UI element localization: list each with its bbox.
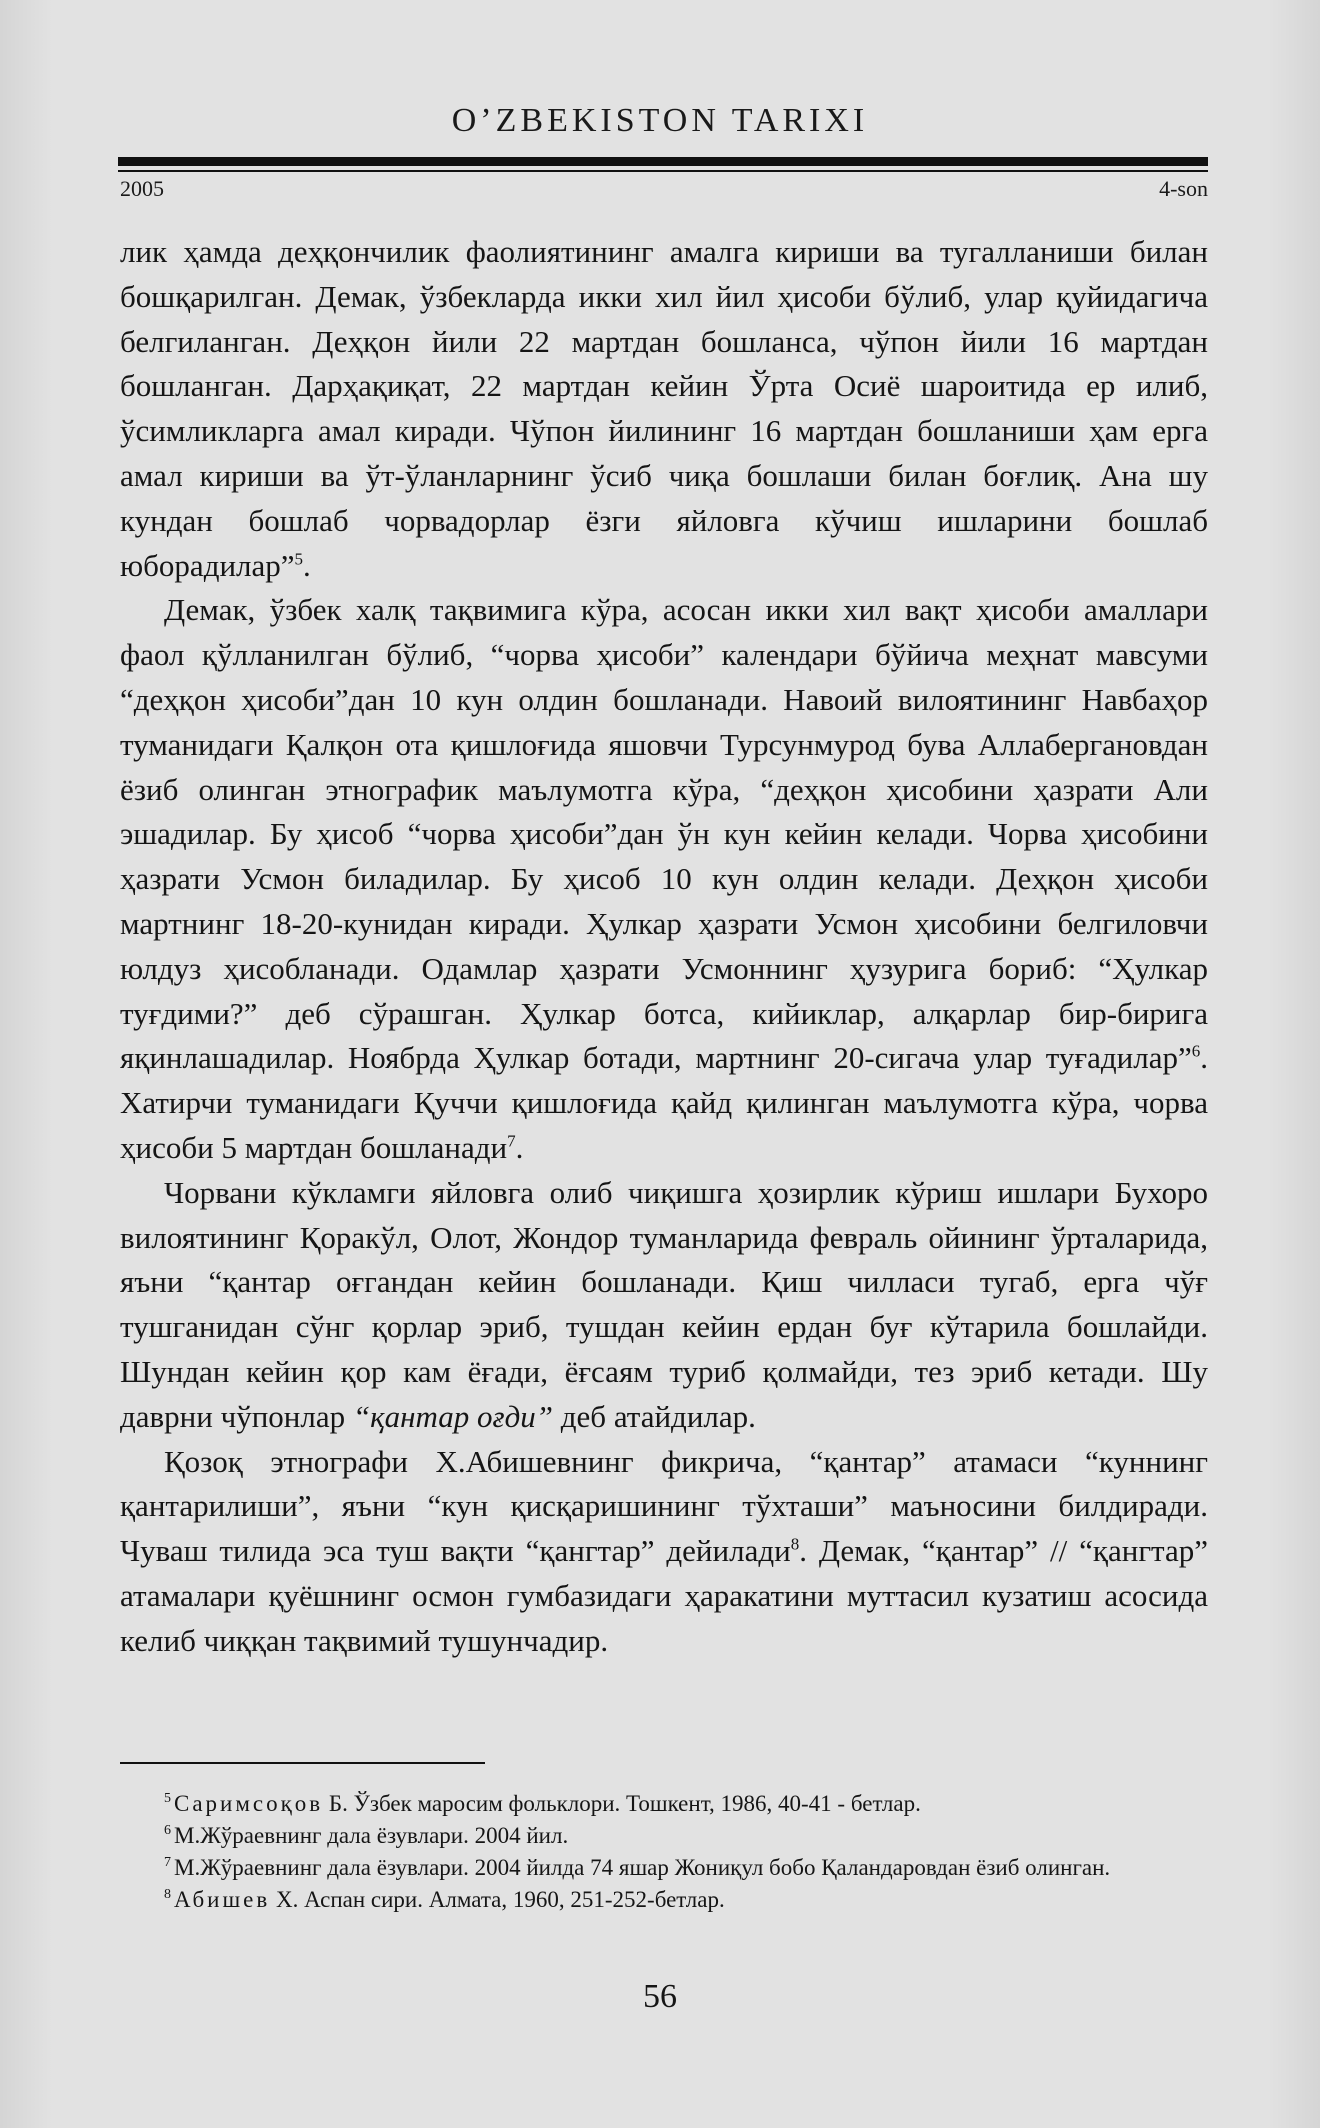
footnote-5: $^5$ Саримсоқов Б. Ўзбек маросим фольклори. Тошкент, 1986, 40-41 - бетлар. [164, 1791, 921, 1816]
italic-term: “қантар оғди” [352, 1398, 554, 1434]
footnote-ref-8[interactable]: 8 [790, 1534, 800, 1554]
footnote-separator [120, 1762, 485, 1764]
footnote-8: $^8$ Абишев Х. Аспан сири. Алмата, 1960, 251-252-бетлар. [164, 1887, 725, 1912]
header-rule-thin [118, 170, 1208, 172]
paragraph-4: Қозоқ этнографи Х.Абишевнинг фикрича, “қантар” атамаси “куннинг қантарилиши”, яъни “кун қисқаришининг тўхташи” маъносини билдиради. Чуваш тилида эса туш вақти “қангтар” дейилади$^8$. Демак, “қантар” // “қангтар” атамалари қуёшнинг осмон гумбазидаги ҳаракатини муттасил кузатиш асосида келиб чиққан тақвимий тушунчадир. [120, 1443, 1208, 1658]
article-body [120, 230, 1208, 1664]
footnote-ref-6[interactable]: 6 [1191, 1042, 1201, 1062]
issue-number: 4-son [1159, 176, 1208, 201]
footnote-author: Абишев [174, 1887, 271, 1912]
footnote-6: $^6$ М.Жўраевнинг дала ёзувлари. 2004 йил. [164, 1823, 569, 1848]
paragraph-1: лик ҳамда деҳқончилик фаолиятининг амалга кириши ва тугалланиши билан бошқарилган. Демак, ўзбекларда икки хил йил ҳисоби бўлиб, улар қуйидагича белгиланган. Деҳқон йили 22 мартдан бошланса, чўпон йили 16 мартдан бошланган. Дарҳақиқат, 22 мартдан кейин Ўрта Осиё шароитида ер илиб, ўсимликларга амал киради. Чўпон йилининг 16 мартдан бошланиши ҳам ерга амал кириши ва ўт-ўланларнинг ўсиб чиқа бошлаши билан боғлиқ. Ана шу кундан бошлаб чорвадорлар ёзги яйловга кўчиш ишларини бошлаб юборадилар”$^5$. [120, 234, 1208, 583]
issue-year: 2005 [120, 176, 164, 201]
footnote-ref-5[interactable]: 5 [294, 549, 304, 569]
footnotes [120, 1788, 1208, 1916]
footnote-ref-7[interactable]: 7 [507, 1131, 516, 1151]
page-number: 56 [643, 1978, 677, 2015]
header-rule-thick [118, 157, 1208, 166]
journal-title: O’ZBEKISTON TARIXI [451, 102, 869, 139]
footnote-author: Саримсоқов [174, 1791, 324, 1816]
paragraph-3: Чорвани кўкламги яйловга олиб чиқишга ҳозирлик кўриш ишлари Бухоро вилоятининг Қоракўл, Олот, Жондор туманларида февраль ойининг ўрталарида, яъни “қантар оғгандан кейин бошланади. Қиш чилласи тугаб, ерга чўғ тушганидан сўнг қорлар эриб, тушдан кейин ердан буғ кўтарила бошлайди. Шундан кейин қор кам ёғади, ёғсаям туриб қолмайди, тез эриб кетади. Шу даврни чўпонлар “қантар оғди” деб атайдилар. [120, 1174, 1208, 1434]
footnote-7: $^7$ М.Жўраевнинг дала ёзувлари. 2004 йилда 74 яшар Жониқул бобо Қаландаровдан ёзиб олинган. [164, 1855, 1111, 1880]
paragraph-2: Демак, ўзбек халқ тақвимига кўра, асосан икки хил вақт ҳисоби амаллари фаол қўлланилган бўлиб, “чорва ҳисоби” календари бўйича меҳнат мавсуми “деҳқон ҳисоби”дан 10 кун олдин бошланади. Навоий вилоятининг Навбаҳор туманидаги Қалқон ота қишлоғида яшовчи Турсунмурод бува Аллабергановдан ёзиб олинган этнографик маълумотга кўра, “деҳқон ҳисобини ҳазрати Али эшадилар. Бу ҳисоб “чорва ҳисоби”дан ўн кун кейин келади. Чорва ҳисобини ҳазрати Усмон биладилар. Бу ҳисоб 10 кун олдин келади. Деҳқон ҳисоби мартнинг 18-20-кунидан киради. Ҳулкар ҳазрати Усмон ҳисобини белгиловчи юлдуз ҳисобланади. Одамлар ҳазрати Усмоннинг ҳузурига бориб: “Ҳулкар туғдими?” деб сўрашган. Ҳулкар ботса, кийиклар, алқарлар бир-бирига яқинлашадилар. Ноябрда Ҳулкар ботади, мартнинг 20-сигача улар туғадилар”$^6$. Хатирчи туманидаги Қуччи қишлоғида қайд қилинган маълумотга кўра, чорва ҳисоби 5 мартдан бошланади$^7$. [120, 592, 1208, 1165]
